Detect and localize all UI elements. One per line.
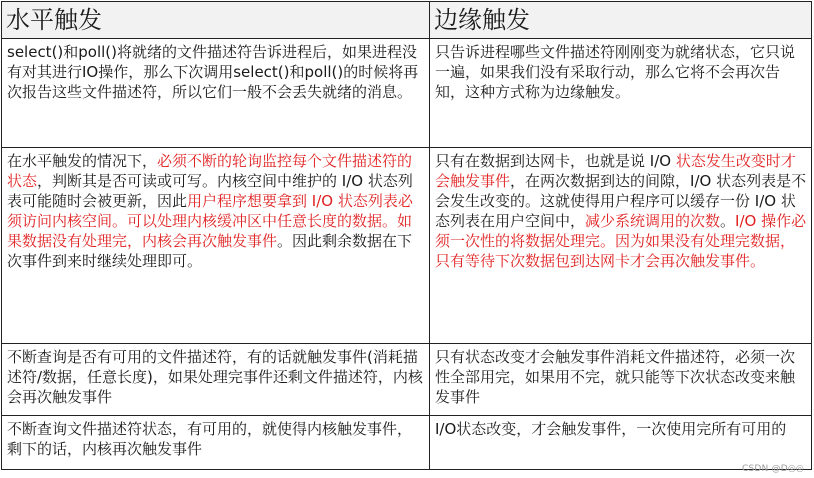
- highlighted-text: I/O 操作必须一次性的将数据处理完。因为如果没有处理完数据，只有等待下次数据包到达网卡才会再次触发事件。: [435, 212, 807, 270]
- cell-text: I/O状态改变，才会触发事件，一次使用完所有可用的: [435, 420, 787, 438]
- cell-text: 。: [720, 212, 736, 230]
- header-edge-triggered: 边缘触发: [430, 2, 812, 39]
- cell-text: 只有在数据到达网卡，也就是说 I/O: [435, 152, 676, 170]
- cell-text: 在水平触发的情况下，: [7, 152, 158, 170]
- csdn-watermark: CSDN @D◎◎: [742, 464, 804, 474]
- row-4-level-cell: [2, 416, 430, 470]
- cell-text: 不断查询是否有可用的文件描述符，有的话就触发事件(消耗描述符/数据，任意长度)，如果处理完事件还剩文件描述符，内核会再次触发事件: [7, 348, 423, 406]
- header-row: [2, 2, 812, 39]
- row-4-edge-cell: [430, 416, 812, 470]
- cell-text: 只告诉进程哪些文件描述符刚刚变为就绪状态，它只说一遍，如果我们没有采取行动，那么它将不会再次告知，这种方式称为边缘触发。: [435, 43, 796, 101]
- row-1-edge-cell: [430, 39, 812, 148]
- table-row: [2, 39, 812, 148]
- row-3-level-cell: [2, 344, 430, 416]
- highlighted-text: 减少系统调用的次数: [585, 212, 721, 230]
- row-2-edge-cell: [430, 148, 812, 344]
- highlighted-text: 必须不断的轮询监控每个文件描述符的状态: [7, 152, 413, 190]
- row-2-level-cell: [2, 148, 430, 344]
- comparison-table: [1, 1, 812, 470]
- cell-text: ，判断其是否可读或可写。内核空间中维护的 I/O 状态列表可能随时会被更新，因此: [7, 172, 413, 210]
- table-row: [2, 148, 812, 344]
- highlighted-text: 状态发生改变时才会触发事件: [435, 152, 796, 190]
- row-3-edge-cell: [430, 344, 812, 416]
- cell-text: ，在两次数据到达的间隙，I/O 状态列表是不会发生改变的。这就使得用户程序可以缓存一份 I/O 状态列表在用户空间中，: [435, 172, 807, 230]
- cell-text: select()和poll()将就绪的文件描述符告诉进程后，如果进程没有对其进行IO操作，那么下次调用select()和poll()的时候将再次报告这些文件描述符，所以它们一般不会丢失就绪的消息。: [7, 43, 419, 101]
- table-row: [2, 416, 812, 470]
- cell-text: 。因此剩余数据在下次事件到来时继续处理即可。: [7, 232, 413, 270]
- cell-text: 只有状态改变才会触发事件消耗文件描述符，必须一次性全部用完，如果用不完，就只能等下次状态改变来触发事件: [435, 348, 796, 406]
- cell-text: 不断查询文件描述符状态，有可用的，就使得内核触发事件，剩下的话，内核再次触发事件: [7, 420, 413, 458]
- highlighted-text: 用户程序想要拿到 I/O 状态列表必须访问内核空间。可以处理内核缓冲区中任意长度的数据。如果数据没有处理完，内核会再次触发事件: [7, 192, 413, 250]
- row-1-level-cell: [2, 39, 430, 148]
- table-row: [2, 344, 812, 416]
- header-level-triggered: 水平触发: [2, 2, 430, 39]
